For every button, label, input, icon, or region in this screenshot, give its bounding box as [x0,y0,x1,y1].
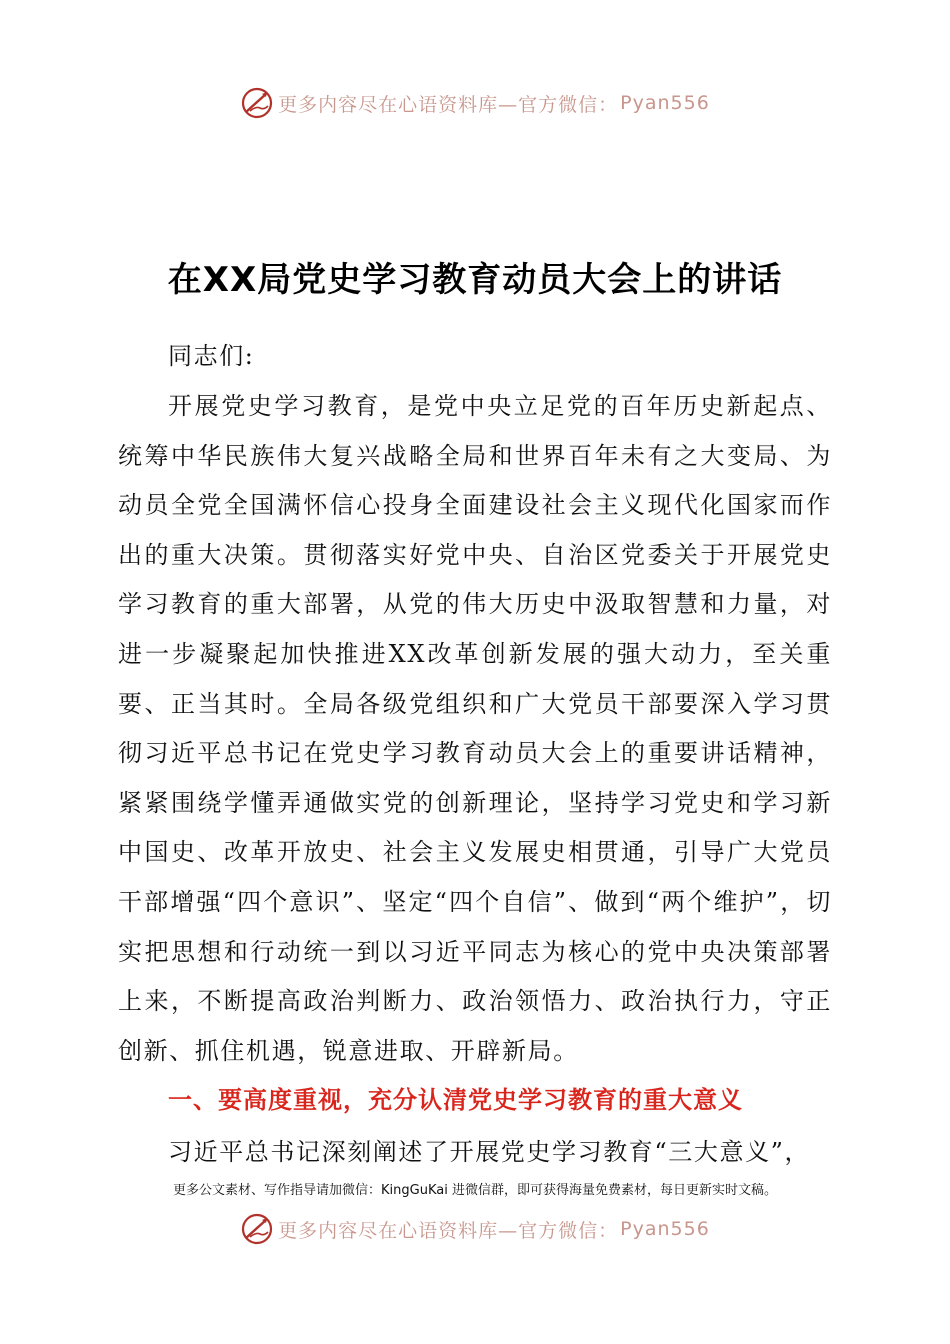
footer-promo-note: 更多公文素材、写作指导请加微信：KingGuKai 进微信群，即可获得海量免费素材，每日更新实时文稿。 [173,1183,777,1198]
banner-wechat-id: Pyan556 [620,1218,710,1240]
banner-wechat-id: Pyan556 [620,92,710,114]
banner-text: 更多内容尽在心语资料库—官方微信： [278,1219,619,1242]
body-paragraph-2: 习近平总书记深刻阐述了开展党史学习教育“三大意义”， [168,1138,811,1166]
pen-logo-icon [240,1212,274,1246]
body-paragraph-1: 开展党史学习教育，是党中央立足党的百年历史新起点、统筹中华民族伟大复兴战略全局和世界百年未有之大变局、为动员全党全国满怀信心投身全面建设社会主义现代化国家而作出的重大决策。贯彻落实好党中央、自治区党委关于开展党史学习教育的重大部署，从党的伟大历史中汲取智慧和力量，对进一步凝聚起加快推进XX改革创新发展的强大动力，至关重要、正当其时。全局各级党组织和广大党员干部要深入学习贯彻习近平总书记在党史学习教育动员大会上的重要讲话精神，紧紧围绕学懂弄通做实党的创新理论，坚持学习党史和学习新中国史、改革开放史、社会主义发展史相贯通，引导广大党员干部增强“四个意识”、坚定“四个自信”、做到“两个维护”，切实把思想和行动统一到以习近平同志为核心的党中央决策部署上来，不断提高政治判断力、政治领悟力、政治执行力，守正创新、抓住机遇，锐意进取、开辟新局。 [118,392,832,1065]
document-title: 在XX局党史学习教育动员大会上的讲话 [167,260,783,300]
footer-watermark-banner [0,1212,950,1246]
section-heading-1: 一、要高度重视，充分认清党史学习教育的重大意义 [168,1086,743,1114]
greeting: 同志们: [168,342,255,370]
banner-text: 更多内容尽在心语资料库—官方微信： [278,93,619,116]
pen-logo-icon [240,86,274,120]
header-watermark-banner [0,86,950,120]
